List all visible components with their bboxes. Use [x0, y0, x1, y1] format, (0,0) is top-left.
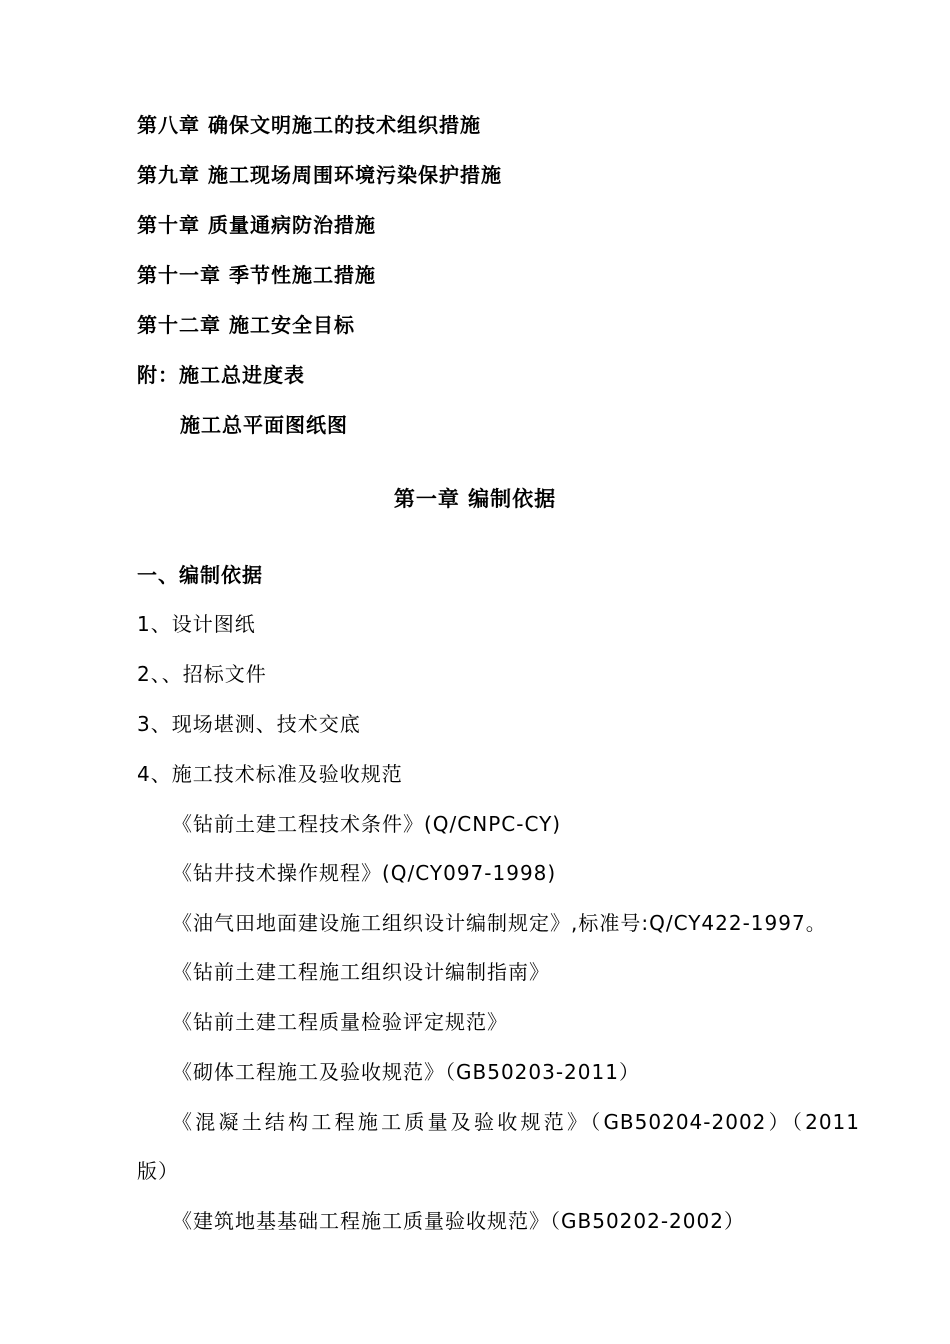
toc-chapter-9: 第九章 施工现场周围环境污染保护措施: [137, 163, 502, 187]
standard-item: 《砌体工程施工及验收规范》（GB50203-2011）: [172, 1060, 640, 1084]
toc-appendix-item: 施工总平面图纸图: [180, 413, 348, 437]
standard-item: 《钻前土建工程施工组织设计编制指南》: [172, 960, 550, 984]
list-item: 3、现场堪测、技术交底: [137, 712, 361, 736]
toc-appendix-label: 附：施工总进度表: [137, 363, 305, 387]
toc-chapter-10: 第十章 质量通病防治措施: [137, 213, 376, 237]
standard-item: 《油气田地面建设施工组织设计编制规定》,标准号:Q/CY422-1997。: [172, 911, 827, 935]
list-item: 4、施工技术标准及验收规范: [137, 762, 403, 786]
chapter-title: 第一章 编制依据: [393, 487, 557, 511]
standard-item: 《混凝土结构工程施工质量及验收规范》（GB50204-2002）（2011: [172, 1110, 860, 1134]
toc-chapter-11: 第十一章 季节性施工措施: [137, 263, 376, 287]
standard-item-continuation: 版）: [137, 1159, 179, 1183]
standard-item: 《建筑地基基础工程施工质量验收规范》（GB50202-2002）: [172, 1209, 745, 1233]
section-heading: 一、编制依据: [137, 563, 263, 587]
toc-chapter-12: 第十二章 施工安全目标: [137, 313, 355, 337]
standard-item: 《钻前土建工程技术条件》(Q/CNPC-CY): [172, 812, 562, 836]
list-item: 1、设计图纸: [137, 612, 256, 636]
standard-item: 《钻前土建工程质量检验评定规范》: [172, 1010, 508, 1034]
toc-chapter-8: 第八章 确保文明施工的技术组织措施: [137, 113, 481, 137]
standard-item: 《钻井技术操作规程》(Q/CY097-1998): [172, 861, 557, 885]
list-item: 2、、招标文件: [137, 662, 267, 686]
